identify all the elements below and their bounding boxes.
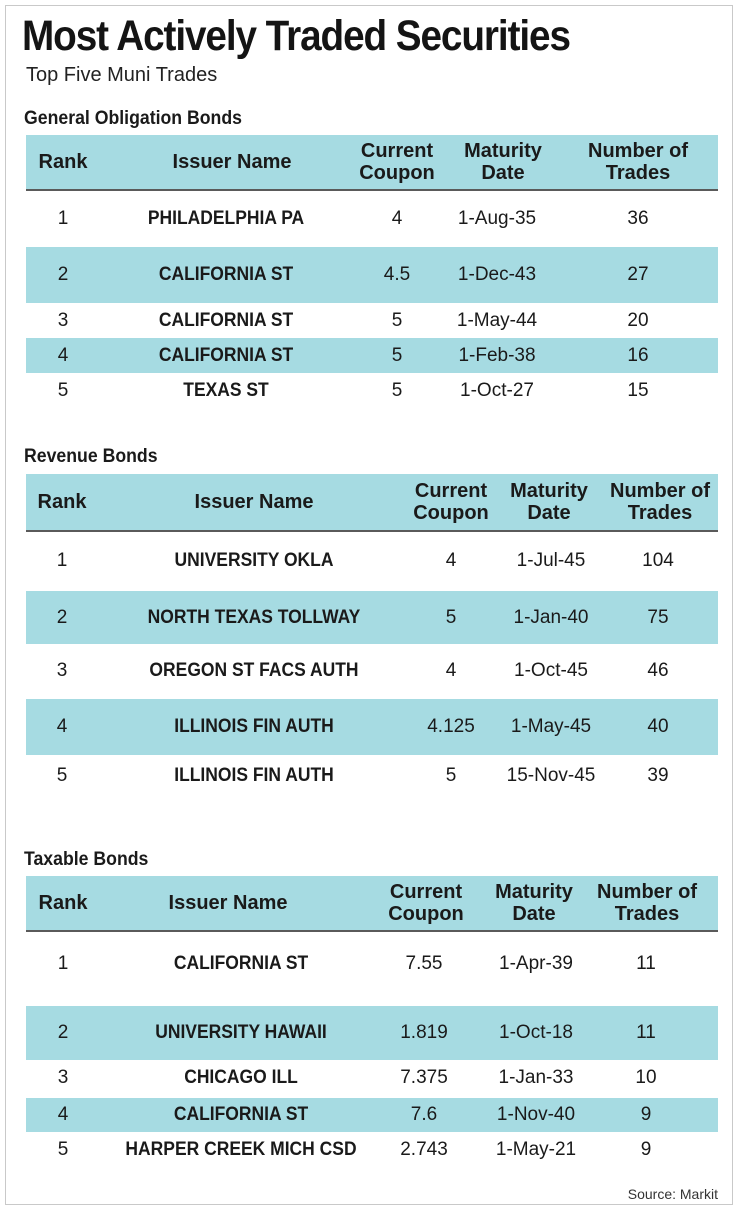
- header-trades: Number of Trades: [610, 480, 710, 524]
- table-row: [26, 591, 718, 644]
- cell-issuer: CALIFORNIA ST: [158, 344, 294, 366]
- cell-rank: 2: [57, 264, 69, 285]
- cell-coupon: 5: [391, 344, 403, 366]
- cell-coupon: 1.819: [400, 1022, 448, 1043]
- cell-issuer: ILLINOIS FIN AUTH: [174, 765, 334, 786]
- cell-trades: 9: [640, 1104, 652, 1125]
- table-row: [26, 644, 718, 698]
- cell-issuer: HARPER CREEK MICH CSD: [125, 1139, 357, 1160]
- cell-trades: 16: [627, 344, 649, 366]
- cell-coupon: 4: [391, 208, 403, 229]
- table-row: [26, 532, 718, 590]
- header-coupon: Current Coupon: [359, 140, 435, 184]
- cell-maturity: 1-Oct-18: [499, 1022, 573, 1043]
- cell-rank: 4: [56, 716, 68, 737]
- cell-rank: 1: [56, 550, 68, 571]
- cell-rank: 3: [57, 1067, 69, 1088]
- cell-coupon: 5: [445, 765, 457, 786]
- cell-maturity: 1-Jan-33: [498, 1067, 574, 1088]
- table-row: [26, 373, 718, 409]
- cell-issuer: UNIVERSITY OKLA: [174, 550, 334, 571]
- table-row: [26, 1132, 718, 1168]
- cell-maturity: 1-Nov-40: [496, 1104, 576, 1125]
- cell-coupon: 4.5: [383, 264, 411, 285]
- header-issuer: Issuer Name: [168, 892, 288, 914]
- cell-coupon: 7.55: [405, 953, 443, 974]
- cell-trades: 75: [647, 606, 669, 628]
- cell-maturity: 1-May-44: [456, 309, 538, 331]
- cell-trades: 15: [627, 380, 649, 401]
- cell-rank: 1: [57, 953, 69, 974]
- table-header: [26, 135, 718, 191]
- header-maturity: Maturity Date: [464, 140, 542, 184]
- table-row: [26, 1098, 718, 1132]
- table-row: [26, 1060, 718, 1096]
- cell-maturity: 1-Feb-38: [458, 344, 536, 366]
- cell-rank: 5: [57, 380, 69, 401]
- cell-issuer: UNIVERSITY HAWAII: [155, 1022, 327, 1043]
- header-rank: Rank: [38, 151, 88, 173]
- table-header: [26, 876, 718, 932]
- header-trades: Number of Trades: [588, 140, 688, 184]
- cell-rank: 3: [57, 309, 69, 331]
- cell-maturity: 1-Jan-40: [513, 606, 589, 628]
- cell-issuer: CALIFORNIA ST: [158, 309, 294, 331]
- cell-maturity: 1-Oct-27: [460, 380, 534, 401]
- cell-coupon: 7.6: [410, 1104, 438, 1125]
- cell-trades: 10: [635, 1067, 657, 1088]
- cell-maturity: 1-May-45: [510, 716, 592, 737]
- cell-trades: 27: [627, 264, 649, 285]
- header-coupon: Current Coupon: [388, 881, 464, 925]
- cell-issuer: CHICAGO ILL: [184, 1067, 298, 1088]
- cell-rank: 2: [56, 606, 68, 628]
- cell-coupon: 5: [391, 309, 403, 331]
- cell-coupon: 5: [445, 606, 457, 628]
- cell-coupon: 5: [391, 380, 403, 401]
- cell-trades: 104: [642, 550, 674, 571]
- header-trades: Number of Trades: [597, 881, 697, 925]
- cell-trades: 11: [636, 1022, 656, 1043]
- cell-coupon: 2.743: [400, 1139, 448, 1160]
- cell-trades: 20: [627, 309, 649, 331]
- cell-issuer: ILLINOIS FIN AUTH: [174, 716, 334, 737]
- cell-trades: 36: [627, 208, 649, 229]
- cell-trades: 39: [647, 765, 669, 786]
- cell-rank: 5: [56, 765, 68, 786]
- cell-issuer: NORTH TEXAS TOLLWAY: [147, 606, 361, 628]
- table-row: [26, 755, 718, 797]
- cell-trades: 46: [647, 660, 669, 681]
- section-title-general-obligation: General Obligation Bonds: [24, 108, 242, 129]
- cell-issuer: TEXAS ST: [183, 380, 269, 401]
- page-title: Most Actively Traded Securities: [22, 12, 570, 60]
- cell-maturity: 1-Apr-39: [499, 953, 573, 974]
- table-row: [26, 1006, 718, 1060]
- page-subtitle: Top Five Muni Trades: [26, 64, 218, 86]
- cell-coupon: 7.375: [400, 1067, 448, 1088]
- source-credit: Source: Markit: [627, 1186, 718, 1202]
- cell-issuer: OREGON ST FACS AUTH: [149, 660, 359, 681]
- header-maturity: Maturity Date: [495, 881, 573, 925]
- table-row: [26, 191, 718, 247]
- table-row: [26, 247, 718, 303]
- header-coupon: Current Coupon: [413, 480, 489, 524]
- cell-coupon: 4: [445, 660, 457, 681]
- cell-maturity: 1-Aug-35: [457, 208, 537, 229]
- cell-coupon: 4: [445, 550, 457, 571]
- cell-maturity: 1-Dec-43: [457, 264, 537, 285]
- cell-issuer: CALIFORNIA ST: [173, 1104, 309, 1125]
- cell-rank: 2: [57, 1022, 69, 1043]
- cell-rank: 4: [57, 1104, 69, 1125]
- table-row: [26, 699, 718, 755]
- cell-maturity: 1-Jul-45: [516, 550, 586, 571]
- cell-rank: 4: [57, 344, 69, 366]
- cell-maturity: 1-Oct-45: [514, 660, 588, 681]
- cell-issuer: CALIFORNIA ST: [158, 264, 294, 285]
- table-row: [26, 338, 718, 373]
- cell-trades: 40: [647, 716, 669, 737]
- cell-issuer: PHILADELPHIA PA: [147, 208, 305, 229]
- header-rank: Rank: [37, 491, 87, 513]
- cell-maturity: 15-Nov-45: [506, 765, 596, 786]
- table-row: [26, 932, 718, 996]
- cell-coupon: 4.125: [427, 716, 475, 737]
- cell-rank: 1: [57, 208, 69, 229]
- table-header: [26, 474, 718, 532]
- cell-maturity: 1-May-21: [495, 1139, 577, 1160]
- section-title-revenue: Revenue Bonds: [24, 446, 158, 467]
- table-row: [26, 303, 718, 338]
- header-maturity: Maturity Date: [510, 480, 588, 524]
- cell-issuer: CALIFORNIA ST: [173, 953, 309, 974]
- cell-rank: 5: [57, 1139, 69, 1160]
- section-title-taxable: Taxable Bonds: [24, 849, 149, 870]
- cell-trades: 9: [640, 1139, 652, 1160]
- header-rank: Rank: [38, 892, 88, 914]
- cell-rank: 3: [56, 660, 68, 681]
- header-issuer: Issuer Name: [194, 491, 314, 513]
- header-issuer: Issuer Name: [172, 151, 292, 173]
- cell-trades: 11: [636, 953, 656, 974]
